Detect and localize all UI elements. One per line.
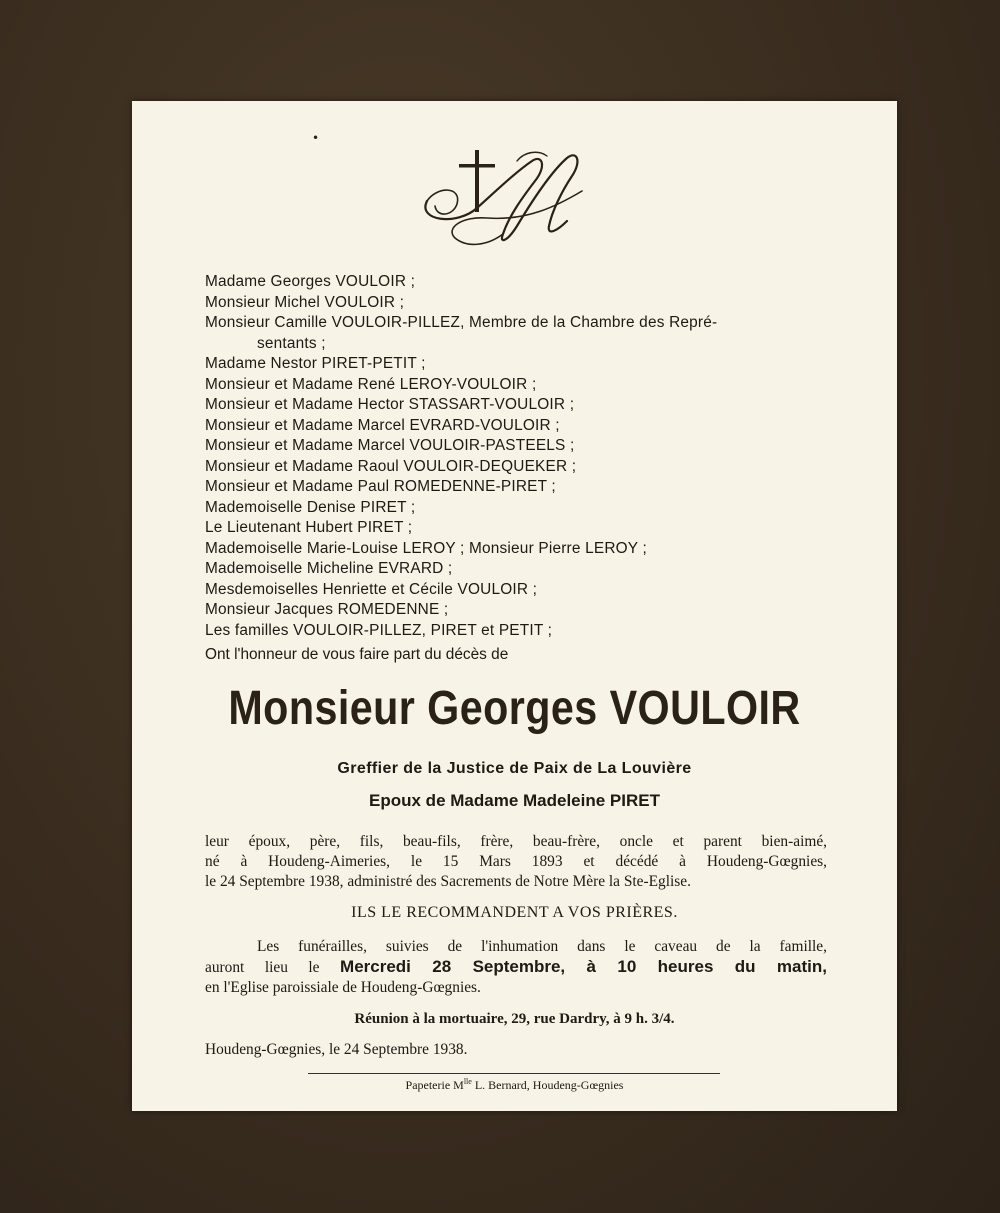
mourner-line: Mademoiselle Marie-Louise LEROY ; Monsieur Pierre LEROY ; — [205, 539, 647, 557]
mourner-line: Monsieur Michel VOULOIR ; — [205, 293, 405, 311]
mourner-line: Le Lieutenant Hubert PIRET ; — [205, 519, 413, 536]
printer-credit — [132, 1077, 897, 1093]
mourner-line: Monsieur et Madame Hector STASSART-VOULOIR ; — [205, 396, 575, 413]
printer-prefix: Papeterie M — [405, 1078, 464, 1092]
deceased-name: Monsieur Georges VOULOIR — [228, 682, 801, 735]
biography-line: né à Houdeng-Aimeries, le 15 Mars 1893 et décédé à Houdeng-Gœgnies, — [205, 853, 827, 870]
funeral-prefix: auront lieu le — [205, 959, 320, 976]
biography-line: le 24 Septembre 1938, administré des Sacrements de Notre Mère la Ste-Eglise. — [205, 873, 691, 890]
mourner-line: Mademoiselle Micheline EVRARD ; — [205, 560, 453, 577]
mourner-line: Monsieur Jacques ROMEDENNE ; — [205, 601, 449, 618]
deceased-occupation: Greffier de la Justice de Paix de La Louvière — [337, 760, 692, 777]
mortuary-meeting: Réunion à la mortuaire, 29, rue Dardry, à 9 h. 3/4. — [354, 1011, 675, 1027]
mourner-line: Monsieur Camille VOULOIR-PILLEZ, Membre de la Chambre des Repré- — [205, 314, 718, 331]
mourner-line-continued: sentants ; — [257, 334, 326, 352]
cross-and-m-monogram-icon — [417, 146, 597, 256]
mourner-line: Monsieur et Madame Raoul VOULOIR-DEQUEKER ; — [205, 457, 577, 475]
funeral-date-time: Mercredi 28 Septembre, à 10 heures du matin, — [340, 957, 827, 976]
place-and-date: Houdeng-Gœgnies, le 24 Septembre 1938. — [205, 1041, 468, 1058]
deceased-spouse: Epoux de Madame Madeleine PIRET — [369, 791, 660, 810]
funeral-line: en l'Eglise paroissiale de Houdeng-Gœgnies. — [205, 979, 481, 996]
funeral-notice — [132, 101, 897, 1111]
mourners-list — [205, 272, 835, 641]
announcement-intro: Ont l'honneur de vous faire part du décès de — [205, 646, 509, 663]
mourner-line: Monsieur et Madame Paul ROMEDENNE-PIRET ; — [205, 478, 556, 495]
printer-suffix: L. Bernard, Houdeng-Gœgnies — [471, 1078, 624, 1092]
mourner-line: Mademoiselle Denise PIRET ; — [205, 498, 416, 516]
funeral-paragraph — [205, 937, 827, 998]
mourner-line: Madame Georges VOULOIR ; — [205, 273, 416, 290]
printer-superscript: lle — [463, 1077, 472, 1086]
mourner-line: Les familles VOULOIR-PILLEZ, PIRET et PETIT ; — [205, 621, 553, 639]
mourner-line: Monsieur et Madame Marcel EVRARD-VOULOIR ; — [205, 416, 560, 434]
divider-line — [308, 1073, 720, 1074]
mourner-line: Monsieur et Madame Marcel VOULOIR-PASTEELS ; — [205, 437, 575, 454]
funeral-line — [205, 957, 827, 978]
funeral-line: Les funérailles, suivies de l'inhumation dans le caveau de la famille, — [257, 938, 827, 955]
ink-speck: • — [312, 131, 320, 145]
mourner-line: Mesdemoiselles Henriette et Cécile VOULOIR ; — [205, 580, 538, 598]
biography-line: leur époux, père, fils, beau-fils, frère, beau-frère, oncle et parent bien-aimé, — [205, 833, 827, 850]
prayer-request: ILS LE RECOMMANDENT A VOS PRIÈRES. — [351, 904, 678, 921]
mourner-line: Madame Nestor PIRET-PETIT ; — [205, 355, 426, 372]
mourner-line: Monsieur et Madame René LEROY-VOULOIR ; — [205, 375, 537, 393]
biography-paragraph — [205, 832, 827, 892]
